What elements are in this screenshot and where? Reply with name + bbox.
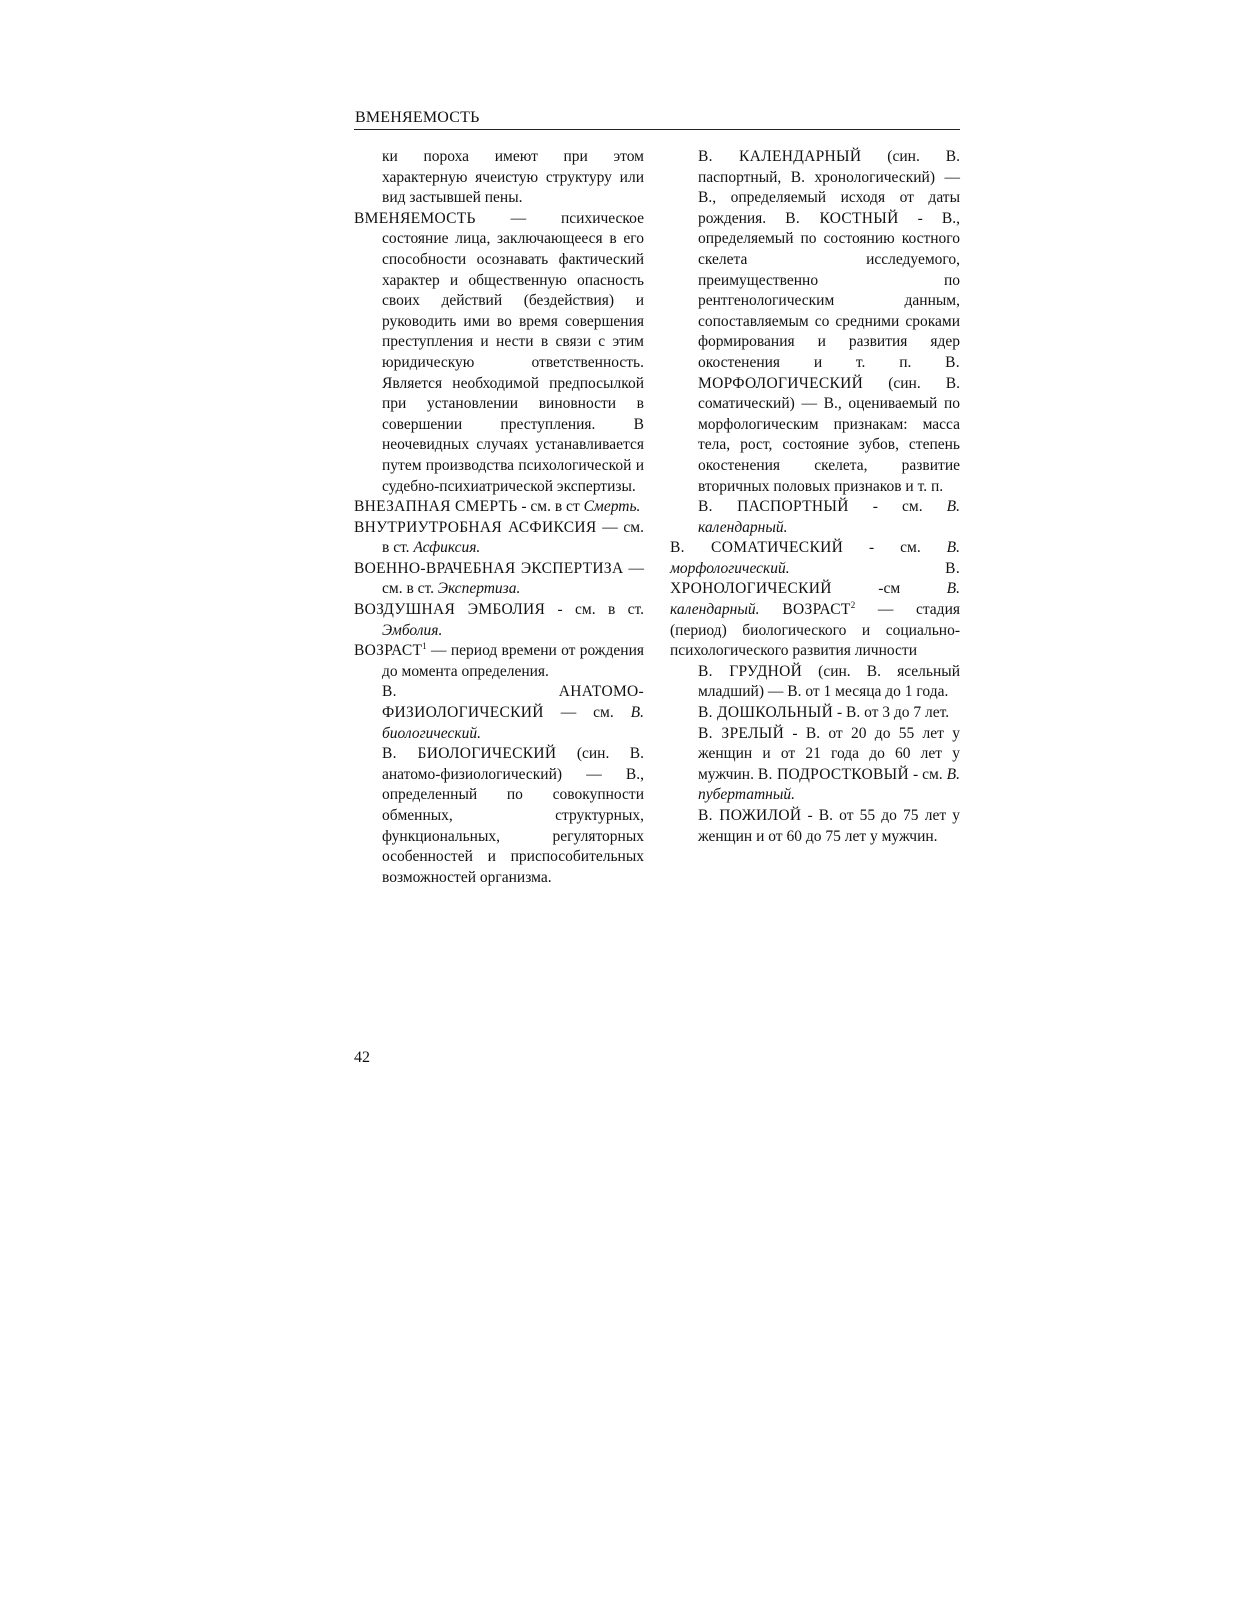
entry-cross-reference: Смерть. [583,498,641,516]
entry-term: В. ПАСПОРТНЫЙ [698,498,849,516]
entry-term: В. ГРУДНОЙ [698,662,803,680]
entry-see: -см [831,580,947,598]
page-number: 42 [354,1049,370,1066]
entry-definition: - В. от 20 до 55 лет у женщин и от 21 года до 60 лет у мужчин. [698,724,960,783]
continued-text: ки пороха имеют при этом характерную ячеистую структуру или вид застывшей пены. [382,148,644,207]
entry-term: В. СОМАТИЧЕСКИЙ [670,539,844,557]
entry-cross-reference: В. календарный. [698,498,960,536]
entry-somaticheskiy-vozrast-2 [670,538,960,662]
entry-see: — см. [543,704,631,722]
entry-term: ВОЗРАСТ [354,642,423,660]
entry-term: В. БИОЛОГИЧЕСКИЙ [382,745,557,763]
entry-cross-reference: Асфиксия. [413,539,481,557]
entry-term: В. ХРОНОЛОГИЧЕСКИЙ [670,559,960,598]
entry-term: В. АНАТОМО-ФИЗИОЛОГИЧЕСКИЙ [382,683,644,722]
entry-see: — см. в ст. [382,559,644,598]
entry-term: ВОЗДУШНАЯ ЭМБОЛИЯ [354,601,546,619]
entry-cross-reference: В. пубертатный. [698,765,960,804]
superscript-number: 1 [422,641,427,652]
subentry-pasportny [698,497,960,538]
header-rule [354,129,960,130]
entry-cross-reference: Эмболия. [382,621,443,639]
entry-term: В. ПОДРОСТКОВЫЙ [757,765,909,783]
entry-vmenyaemost [354,209,644,497]
entry-definition: (син. В. паспортный, В. хронологический) — В., определяемый исходя от даты рождения. [698,148,960,227]
entry-cross-reference: В. календарный. [670,580,960,619]
entry-definition: — психическое состояние лица, заключающееся в его способности осознавать фактический характер и общественную опасность своих действий (бездействия) и руководить ими во время совершения преступления и нести в связи с этим юридическую ответственность. Является необходимой предпосылкой при установлении виновности в совершении преступления. В неочевидных случаях устанавливается путем производства психологической и судебно-психиатрической экспертизы. [382,209,644,495]
entry-vozdushnaya-emboliya [354,600,644,641]
entry-term: В. ЗРЕЛЫЙ [698,724,785,742]
entry-see: — см. в ст. [382,518,644,557]
subentry-kalendarny-kostny-morfologicheskiy [698,147,960,497]
entry-see: - см. в ст. [545,601,645,619]
entry-cross-reference: В. биологический. [382,704,644,742]
entry-see: - см. в ст [517,498,584,516]
subentry-doshkolny [698,703,960,724]
entry-term: В. ДОШКОЛЬНЫЙ [698,704,834,722]
entry-cross-reference: В. морфологический. [670,539,960,577]
entry-term: В. КОСТНЫЙ [785,209,899,227]
entry-definition: - В. от 55 до 75 лет у женщин и от 60 до 75 лет у мужчин. [698,807,960,845]
entry-definition: (син. В. соматический) — В., оцениваемый по морфологическим признакам: масса тела, рост, состояние зубов, степень окостенения скелета, развитие вторичных половых признаков и т. п. [698,374,960,495]
entry-term: ВМЕНЯЕМОСТЬ [354,209,476,227]
entry-term: ВНЕЗАПНАЯ СМЕРТЬ [354,498,518,516]
entry-definition: (син. В. анатомо-физиологический) — В., определенный по совокупности обменных, структурных, функциональных, регуляторных особенностей и приспособительных возможностей организма. [382,745,644,886]
right-column [670,147,960,847]
entry-see: - см. [843,539,947,557]
entry-definition: (син. В. ясельный младший) — В. от 1 месяца до 1 года. [698,662,960,701]
entry-term: ВНУТРИУТРОБНАЯ АСФИКСИЯ [354,518,597,536]
subentry-grudnoy [698,662,960,703]
entry-term: ВОЕННО-ВРАЧЕБНАЯ ЭКСПЕРТИЗА [354,559,624,577]
entry-definition: — стадия (период) биологического и социально-психологического развития личности [670,601,960,660]
entry-see: - см. [909,765,947,783]
entry-see: - см. [848,498,947,516]
entry-voenno-vrachebnaya [354,559,644,600]
entry-vnutriutrobnaya-asfiksiya [354,518,644,559]
subentry-zrely-podrostkovy [698,724,960,806]
entry-term: В. КАЛЕНДАРНЫЙ [698,148,862,165]
superscript-number: 2 [850,599,856,610]
entry-term: ВОЗРАСТ [759,601,851,619]
subentry-pozhiloy [698,806,960,847]
entry-definition: — период времени от рождения до момента определения. [382,642,644,680]
entry-cross-reference: Экспертиза. [437,580,521,598]
subentry-anatomo-fiziologicheskiy [382,682,644,744]
subentry-biologicheskiy [382,744,644,888]
running-title: ВМЕНЯЕМОСТЬ [355,109,480,126]
entry-term: В. МОРФОЛОГИЧЕСКИЙ [698,353,960,392]
entry-vnezapnaya-smert [354,497,644,518]
entry-definition: - В. от 3 до 7 лет. [833,704,950,722]
left-column [354,147,644,888]
entry-definition: - В., определяемый по состоянию костного скелета исследуемого, преимущественно по рентгенологическим данным, сопоставляемым со средними сроками формирования и развития ядер окостенения и т. п. [698,209,961,371]
entry-vozrast-1 [354,641,644,682]
entry-term: В. ПОЖИЛОЙ [698,807,802,824]
